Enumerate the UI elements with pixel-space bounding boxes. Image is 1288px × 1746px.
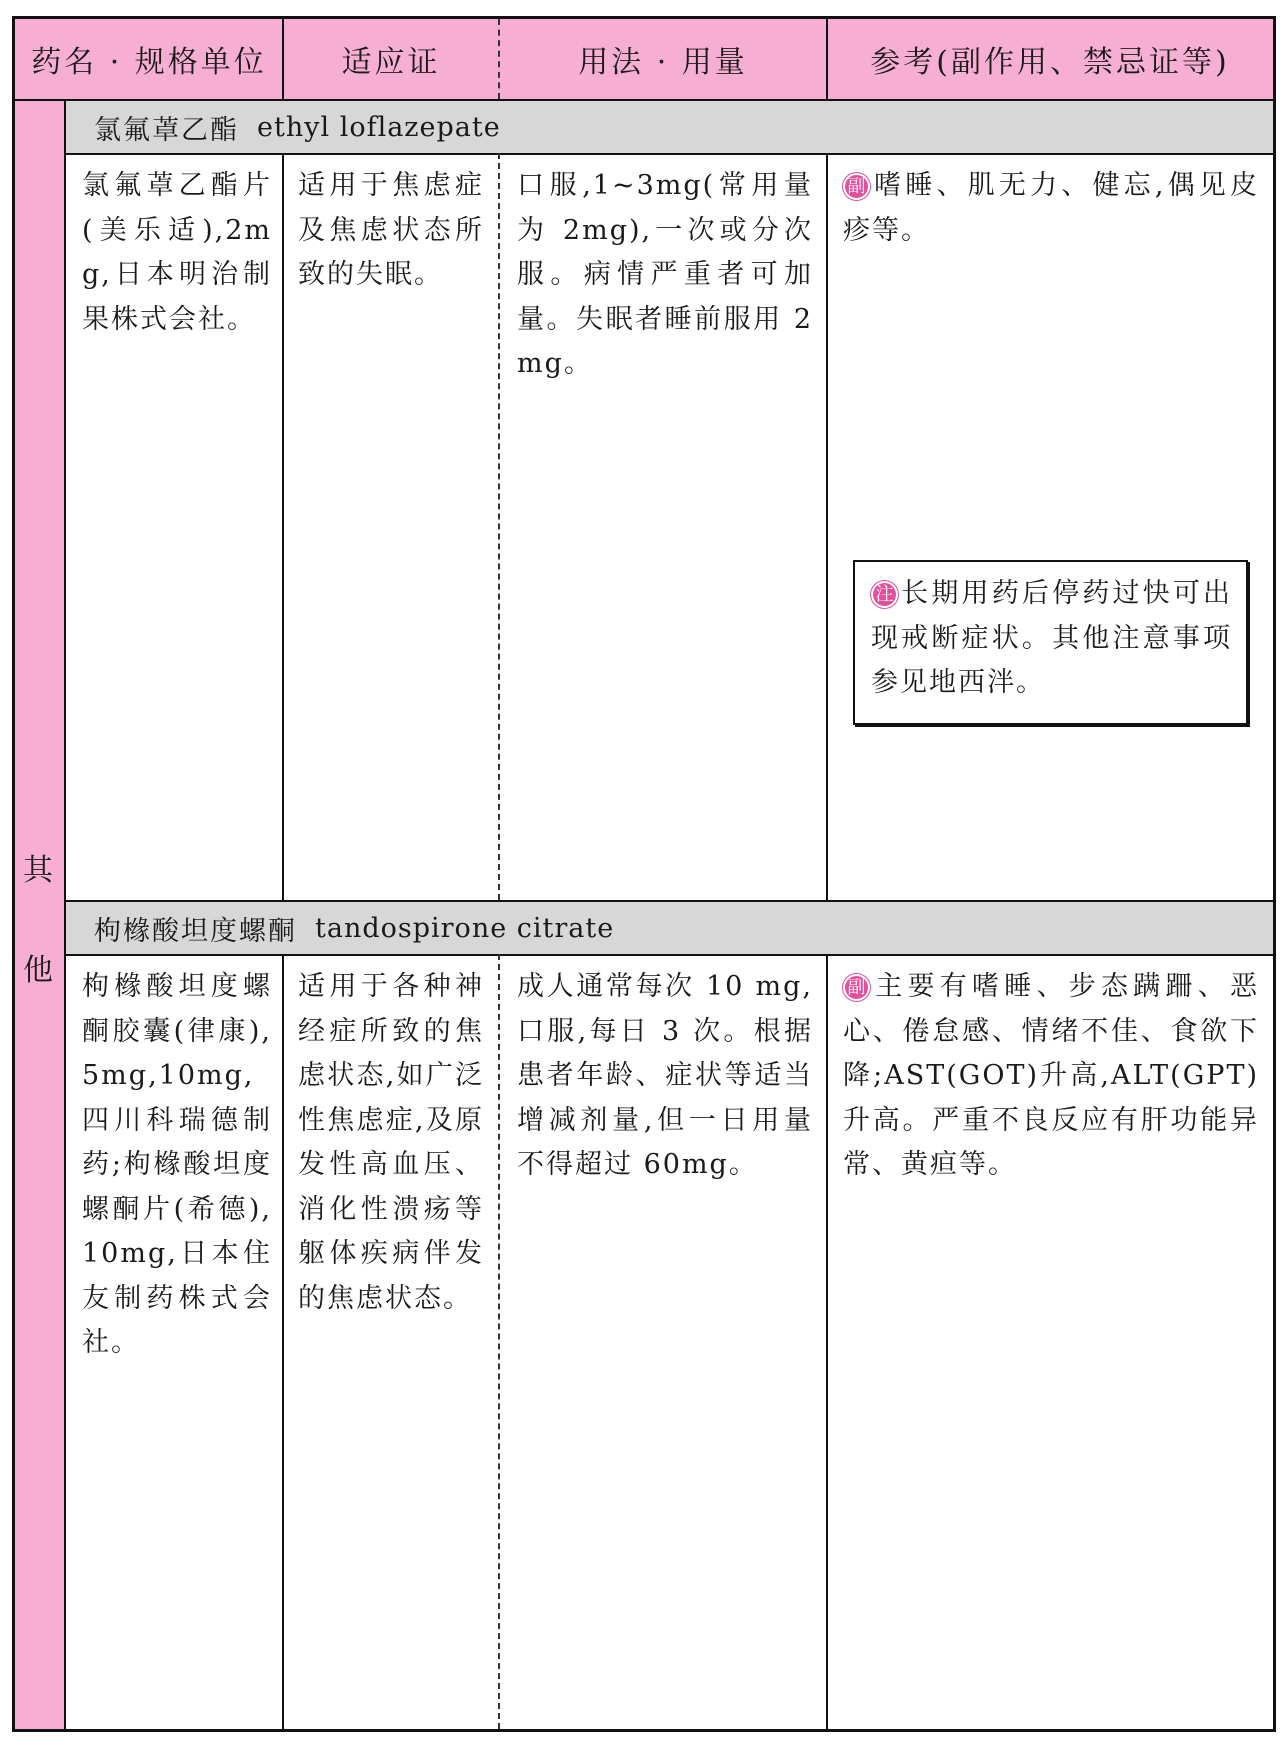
col-divider-1-body-2	[282, 954, 284, 1729]
drug-1-indication: 适用于焦虑症及焦虑状态所致的失眠。	[298, 170, 484, 290]
col-divider-1	[282, 19, 284, 99]
category-char-2: 他	[23, 953, 53, 988]
note-badge-icon: 注	[871, 581, 898, 608]
col-divider-3	[826, 19, 828, 99]
side-effect-badge-icon: 副	[843, 173, 870, 200]
drug-2-name-cn: 枸橼酸坦度螺酮	[94, 915, 297, 947]
drug-2-dosage-text: 成人通常每次 10 mg,口服,每日 3 次。根据患者年龄、症状等适当增减剂量,但一日用量不得超过 60mg。	[517, 971, 813, 1180]
col-divider-2-body	[498, 153, 500, 900]
side-effect-badge-icon: 副	[843, 974, 870, 1001]
drug-1-title-bar	[66, 101, 1273, 153]
drug-1-side-effects-text: 嗜睡、肌无力、健忘,偶见皮疹等。	[843, 170, 1259, 246]
drug-1-dosage	[517, 164, 813, 387]
drug-1-name-cn: 氯氟䓬乙酯	[94, 114, 239, 146]
drug-2-spec: 枸橼酸坦度螺酮胶囊(律康),5mg,10mg,四川科瑞德制药;枸橼酸坦度螺酮片(希德),10mg,日本住友制药株式会社。	[82, 971, 272, 1358]
header-indication: 适应证	[341, 45, 441, 80]
header-drug-name: 药名 · 规格单位	[31, 45, 267, 80]
drug-1-spec: 氯氟䓬乙酯片(美乐适),2mg,日本明治制果株式会社。	[82, 170, 272, 335]
drug-1-dosage-text: 口服,1~3mg(常用量为 2mg),一次或分次服。病情严重者可加量。失眠者睡前服用 2mg。	[517, 170, 813, 379]
drug-2-title-bar	[66, 902, 1273, 954]
header-reference: 参考(副作用、禁忌证等)	[870, 45, 1230, 80]
drug-2-dosage	[517, 965, 813, 1188]
col-divider-3-body	[826, 153, 828, 900]
drug-1-title-divider	[64, 153, 1273, 155]
drug-1-side-effects	[843, 164, 1259, 253]
drug-2-side-effects	[843, 965, 1259, 1188]
drug-2-title-divider	[64, 954, 1273, 956]
col-divider-2-body-2	[498, 954, 500, 1729]
drug-1-note-box	[853, 560, 1248, 725]
category-column	[15, 101, 65, 1729]
drug-1-name-en: ethyl loflazepate	[257, 111, 501, 143]
drug-2-name-en: tandospirone citrate	[315, 912, 615, 944]
category-char-1: 其	[23, 853, 53, 888]
drug-2-side-effects-text: 主要有嗜睡、步态蹒跚、恶心、倦怠感、情绪不佳、食欲下降;AST(GOT)升高,ALT(GPT)升高。严重不良反应有肝功能异常、黄疸等。	[843, 971, 1259, 1180]
drug-1-note-text: 长期用药后停药过快可出现戒断症状。其他注意事项参见地西泮。	[871, 578, 1232, 698]
header-dosage: 用法 · 用量	[578, 45, 748, 80]
drug-2-indication: 适用于各种神经症所致的焦虑状态,如广泛性焦虑症,及原发性高血压、消化性溃疡等躯体疾病伴发的焦虑状态。	[298, 971, 484, 1314]
col-divider-3-body-2	[826, 954, 828, 1729]
col-divider-2	[498, 19, 500, 99]
col-divider-1-body	[282, 153, 284, 900]
